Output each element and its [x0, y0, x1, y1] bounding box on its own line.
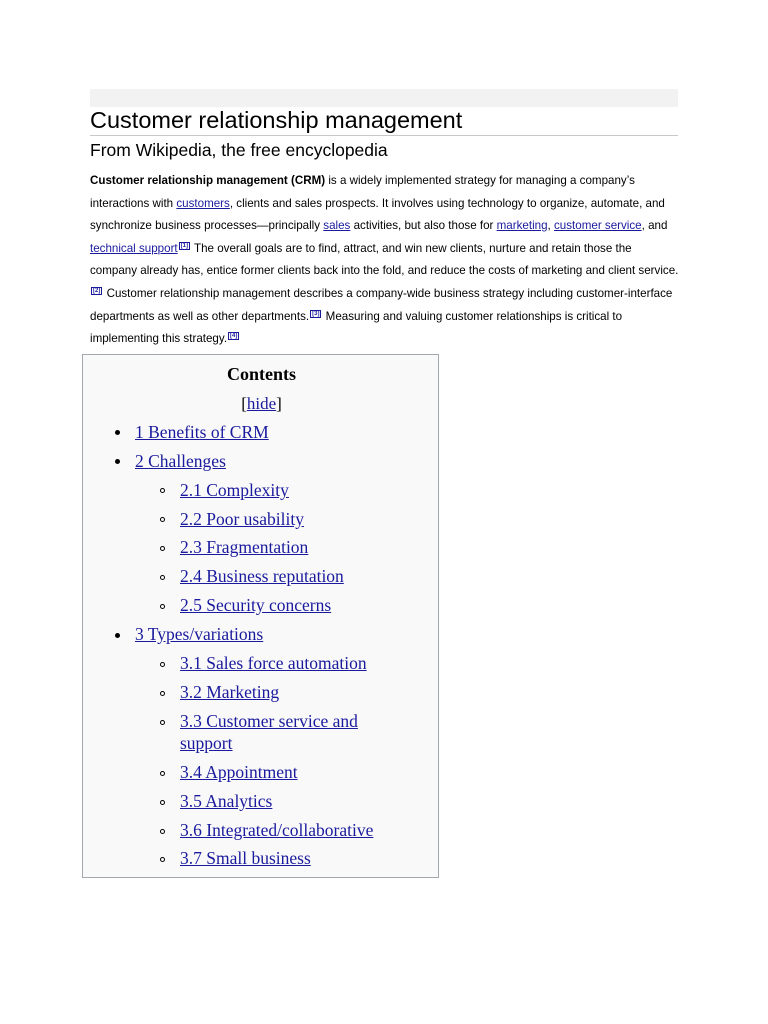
intro-bold-term: Customer relationship management (CRM) [90, 174, 326, 187]
bullet-disc-icon [115, 459, 120, 464]
link-customer-service[interactable]: customer service [554, 219, 642, 233]
toc-item[interactable] [180, 565, 344, 587]
link-sales[interactable]: sales [323, 219, 351, 233]
bullet-circle-icon [160, 691, 165, 696]
bullet-circle-icon [160, 720, 165, 725]
toc-item[interactable] [180, 594, 331, 616]
toc-link[interactable]: 3.6 Integrated/collaborative [180, 820, 374, 840]
toc-link[interactable]: 2.2 Poor usability [180, 509, 304, 529]
intro-text: , and [641, 219, 668, 233]
intro-text: is a widely implemented strategy for managing a company’s interactions with [90, 174, 635, 210]
bullet-circle-icon [160, 771, 165, 776]
intro-text: activities, but also those for [350, 219, 497, 233]
toc-link[interactable]: 2.3 Fragmentation [180, 537, 309, 557]
toc-toggle-bracket-open: [ [241, 394, 247, 413]
bullet-circle-icon [160, 488, 165, 493]
intro-text: Measuring and valuing customer relationships is critical to implementing this strategy. [90, 309, 623, 346]
page-subtitle: From Wikipedia, the free encyclopedia [90, 140, 388, 160]
bullet-circle-icon [160, 857, 165, 862]
toc-link[interactable]: support [180, 733, 233, 753]
toc-item[interactable] [180, 819, 373, 841]
toc-link[interactable]: 3.3 Customer service and [180, 711, 358, 731]
link-customers[interactable]: customers [176, 196, 230, 210]
toc-link[interactable]: 3 Types/variations [135, 624, 264, 644]
toc-link[interactable]: 3.4 Appointment [180, 762, 298, 782]
bullet-circle-icon [160, 662, 165, 667]
link-technical-support[interactable]: technical support [90, 241, 178, 255]
toc-toggle-bracket-close: ] [276, 394, 282, 413]
bullet-circle-icon [160, 604, 165, 609]
toc-item[interactable] [180, 761, 298, 783]
toc-item[interactable] [135, 450, 226, 472]
bullet-circle-icon [160, 800, 165, 805]
toc-link[interactable]: 1 Benefits of CRM [135, 422, 269, 442]
intro-text: The overall goals are to find, attract, and win new clients, nurture and retain those the company already has, entice former clients back into the fold, and reduce the costs of marketing and client service. [90, 241, 679, 278]
bullet-circle-icon [160, 546, 165, 551]
toc-link[interactable]: 2.5 Security concerns [180, 595, 332, 615]
toc-item-continuation[interactable] [180, 732, 233, 754]
toc-link[interactable]: 3.1 Sales force automation [180, 653, 367, 673]
toc-toggle [83, 393, 440, 415]
toc-item[interactable] [180, 652, 367, 674]
toc-link[interactable]: 2 Challenges [135, 451, 226, 471]
toc-link[interactable]: 2.4 Business reputation [180, 566, 344, 586]
reference-1[interactable]: [1] [180, 242, 188, 249]
bullet-disc-icon [115, 633, 120, 638]
toc-item[interactable] [180, 790, 272, 812]
reference-2[interactable]: [2] [93, 288, 101, 295]
bullet-circle-icon [160, 829, 165, 834]
toc-link[interactable]: 3.2 Marketing [180, 682, 280, 702]
toc-link[interactable]: 2.1 Complexity [180, 480, 289, 500]
bullet-circle-icon [160, 575, 165, 580]
intro-text: , [547, 219, 554, 233]
toc-item[interactable] [180, 479, 289, 501]
reference-3[interactable]: [3] [312, 310, 320, 317]
intro-paragraph [90, 170, 680, 351]
toc-item[interactable] [135, 623, 263, 645]
table-of-contents [82, 354, 439, 878]
toc-item[interactable] [180, 508, 304, 530]
toc-item[interactable] [180, 681, 279, 703]
intro-text: , clients and sales prospects. It involves using technology to organize, automate, and synchronize business processes—principally [90, 196, 665, 233]
bullet-disc-icon [115, 430, 120, 435]
bullet-circle-icon [160, 517, 165, 522]
intro-text: Customer relationship management describes a company-wide business strategy including customer-interface departments as well as other departments. [90, 286, 673, 323]
link-marketing[interactable]: marketing [496, 219, 548, 233]
toc-item[interactable] [180, 847, 311, 869]
toc-title: Contents [226, 364, 296, 384]
toc-hide-link[interactable]: hide [246, 394, 277, 413]
reference-4[interactable]: [4] [230, 333, 238, 340]
toc-item[interactable] [180, 710, 358, 732]
toc-link[interactable]: 3.7 Small business [180, 848, 311, 868]
page-title: Customer relationship management [90, 105, 678, 136]
toc-link[interactable]: 3.5 Analytics [180, 791, 273, 811]
toc-item[interactable] [180, 536, 308, 558]
toc-item[interactable] [135, 421, 269, 443]
